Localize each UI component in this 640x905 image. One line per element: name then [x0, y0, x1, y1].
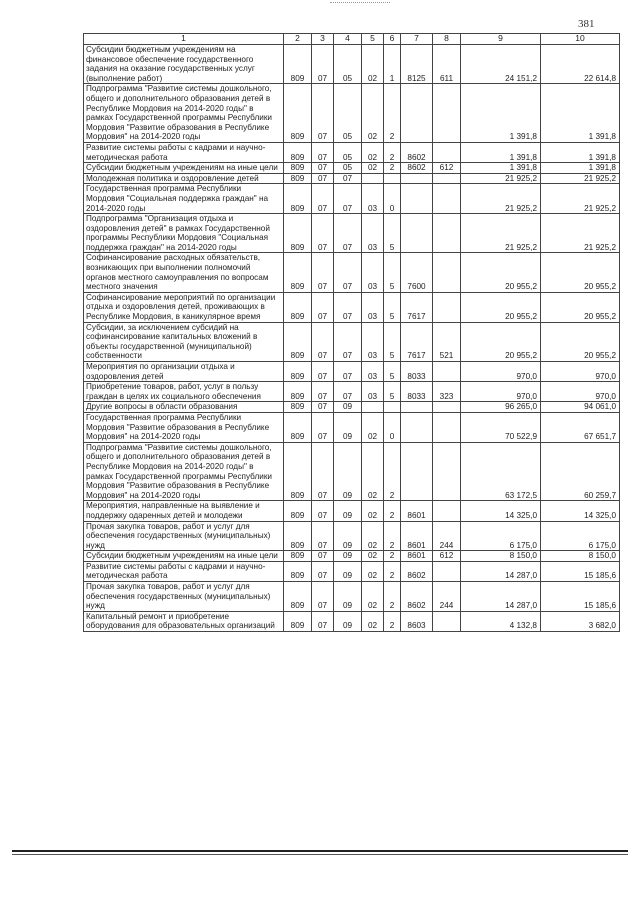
code-cell: 07 — [312, 322, 334, 361]
code-cell: 809 — [284, 442, 312, 501]
code-cell: 02 — [362, 412, 384, 442]
amount-col10-cell: 15 185,6 — [541, 582, 620, 612]
amount-col10-cell: 20 955,2 — [541, 322, 620, 361]
code-cell: 2 — [384, 582, 401, 612]
amount-col10-cell: 1 391,8 — [541, 142, 620, 162]
code-cell: 02 — [362, 45, 384, 84]
table-body — [84, 45, 620, 632]
row-name-cell: Молодежная политика и оздоровление детей — [84, 173, 284, 184]
code-cell: 07 — [334, 362, 362, 382]
scan-mark — [330, 2, 390, 9]
code-cell: 7617 — [401, 322, 433, 361]
row-name-cell: Софинансирование расходных обязательств, возникающих при выполнении полномочий органов местного самоуправления по вопросам местного значения — [84, 253, 284, 292]
row-name-cell: Мероприятия по организации отдыха и оздоровления детей — [84, 362, 284, 382]
code-cell — [433, 142, 461, 162]
code-cell — [401, 214, 433, 253]
code-cell: 05 — [334, 84, 362, 143]
code-cell — [433, 173, 461, 184]
code-cell: 02 — [362, 442, 384, 501]
code-cell: 03 — [362, 362, 384, 382]
amount-col10-cell: 60 259,7 — [541, 442, 620, 501]
code-cell: 07 — [312, 163, 334, 174]
code-cell: 8601 — [401, 521, 433, 551]
amount-col9-cell: 14 287,0 — [461, 582, 541, 612]
amount-col10-cell: 94 061,0 — [541, 402, 620, 413]
amount-col9-cell: 96 265,0 — [461, 402, 541, 413]
code-cell — [433, 253, 461, 292]
amount-col9-cell: 21 925,2 — [461, 173, 541, 184]
code-cell: 8602 — [401, 163, 433, 174]
code-cell: 07 — [312, 521, 334, 551]
amount-col10-cell: 21 925,2 — [541, 184, 620, 214]
code-cell: 05 — [334, 142, 362, 162]
amount-col9-cell: 14 287,0 — [461, 561, 541, 581]
code-cell — [433, 412, 461, 442]
code-cell: 02 — [362, 582, 384, 612]
row-name-cell: Прочая закупка товаров, работ и услуг для обеспечения государственных (муниципальных) нужд — [84, 521, 284, 551]
code-cell: 07 — [312, 442, 334, 501]
code-cell: 2 — [384, 611, 401, 631]
column-header-4: 4 — [334, 34, 362, 45]
code-cell: 323 — [433, 382, 461, 402]
code-cell: 0 — [384, 184, 401, 214]
code-cell: 03 — [362, 382, 384, 402]
code-cell — [433, 214, 461, 253]
column-header-10: 10 — [541, 34, 620, 45]
code-cell — [433, 402, 461, 413]
code-cell: 809 — [284, 382, 312, 402]
table-row — [84, 551, 620, 562]
amount-col10-cell: 970,0 — [541, 362, 620, 382]
code-cell: 809 — [284, 551, 312, 562]
amount-col10-cell: 20 955,2 — [541, 292, 620, 322]
code-cell: 2 — [384, 521, 401, 551]
code-cell: 611 — [433, 45, 461, 84]
column-header-2: 2 — [284, 34, 312, 45]
amount-col9-cell: 970,0 — [461, 362, 541, 382]
code-cell — [433, 501, 461, 521]
column-header-8: 8 — [433, 34, 461, 45]
code-cell: 07 — [312, 292, 334, 322]
column-header-9: 9 — [461, 34, 541, 45]
code-cell: 809 — [284, 214, 312, 253]
code-cell: 07 — [312, 214, 334, 253]
code-cell: 8601 — [401, 551, 433, 562]
amount-col9-cell: 970,0 — [461, 382, 541, 402]
code-cell: 809 — [284, 521, 312, 551]
table-row — [84, 142, 620, 162]
row-name-cell: Субсидии бюджетным учреждениям на финансовое обеспечение государственного задания на оказание государственных услуг (выполнение работ) — [84, 45, 284, 84]
code-cell: 2 — [384, 442, 401, 501]
column-header-5: 5 — [362, 34, 384, 45]
code-cell: 809 — [284, 322, 312, 361]
row-name-cell: Подпрограмма "Организация отдыха и оздоровления детей" в рамках Государственной программы Республики Мордовия "Социальная поддержка граждан" на 2014-2020 годы — [84, 214, 284, 253]
amount-col9-cell: 20 955,2 — [461, 322, 541, 361]
footer-rule — [12, 850, 628, 852]
amount-col9-cell: 21 925,2 — [461, 214, 541, 253]
code-cell: 8602 — [401, 561, 433, 581]
code-cell — [401, 173, 433, 184]
code-cell: 07 — [312, 173, 334, 184]
code-cell: 07 — [312, 142, 334, 162]
table-row — [84, 501, 620, 521]
amount-col10-cell: 20 955,2 — [541, 253, 620, 292]
code-cell — [433, 184, 461, 214]
column-header-6: 6 — [384, 34, 401, 45]
code-cell: 07 — [334, 184, 362, 214]
code-cell: 02 — [362, 521, 384, 551]
column-header-7: 7 — [401, 34, 433, 45]
table-row — [84, 521, 620, 551]
code-cell — [433, 442, 461, 501]
code-cell: 09 — [334, 501, 362, 521]
code-cell: 809 — [284, 582, 312, 612]
code-cell: 07 — [312, 582, 334, 612]
code-cell — [401, 402, 433, 413]
code-cell: 07 — [312, 402, 334, 413]
table-row — [84, 84, 620, 143]
row-name-cell: Субсидии бюджетным учреждениям на иные цели — [84, 163, 284, 174]
code-cell: 8602 — [401, 142, 433, 162]
code-cell: 809 — [284, 402, 312, 413]
code-cell: 0 — [384, 412, 401, 442]
code-cell — [401, 184, 433, 214]
code-cell: 07 — [312, 501, 334, 521]
code-cell: 09 — [334, 582, 362, 612]
code-cell: 02 — [362, 163, 384, 174]
row-name-cell: Развитие системы работы с кадрами и научно-методическая работа — [84, 561, 284, 581]
row-name-cell: Прочая закупка товаров, работ и услуг для обеспечения государственных (муниципальных) нужд — [84, 582, 284, 612]
code-cell: 07 — [312, 253, 334, 292]
code-cell: 07 — [312, 551, 334, 562]
row-name-cell: Мероприятия, направленные на выявление и поддержку одаренных детей и молодежи — [84, 501, 284, 521]
code-cell: 03 — [362, 253, 384, 292]
code-cell: 07 — [334, 173, 362, 184]
code-cell: 07 — [334, 322, 362, 361]
table-row — [84, 322, 620, 361]
code-cell: 8033 — [401, 362, 433, 382]
code-cell: 1 — [384, 45, 401, 84]
code-cell: 02 — [362, 84, 384, 143]
budget-table — [83, 33, 620, 632]
amount-col10-cell: 22 614,8 — [541, 45, 620, 84]
code-cell: 8603 — [401, 611, 433, 631]
code-cell: 09 — [334, 412, 362, 442]
amount-col9-cell: 1 391,8 — [461, 84, 541, 143]
code-cell: 05 — [334, 45, 362, 84]
code-cell: 02 — [362, 551, 384, 562]
amount-col10-cell: 1 391,8 — [541, 84, 620, 143]
code-cell — [433, 561, 461, 581]
amount-col10-cell: 14 325,0 — [541, 501, 620, 521]
code-cell: 521 — [433, 322, 461, 361]
table-row — [84, 184, 620, 214]
code-cell: 244 — [433, 582, 461, 612]
code-cell: 07 — [334, 253, 362, 292]
amount-col9-cell: 1 391,8 — [461, 163, 541, 174]
code-cell: 244 — [433, 521, 461, 551]
code-cell: 809 — [284, 611, 312, 631]
code-cell: 5 — [384, 253, 401, 292]
table-row — [84, 611, 620, 631]
table-row — [84, 173, 620, 184]
code-cell: 809 — [284, 184, 312, 214]
code-cell: 09 — [334, 521, 362, 551]
table-row — [84, 382, 620, 402]
row-name-cell: Субсидии, за исключением субсидий на софинансирование капитальных вложений в объекты государственной (муниципальной) собственности — [84, 322, 284, 361]
code-cell — [433, 292, 461, 322]
code-cell: 809 — [284, 142, 312, 162]
table-row — [84, 561, 620, 581]
code-cell: 09 — [334, 442, 362, 501]
code-cell: 2 — [384, 142, 401, 162]
code-cell: 02 — [362, 611, 384, 631]
code-cell: 5 — [384, 214, 401, 253]
code-cell: 03 — [362, 292, 384, 322]
amount-col9-cell: 63 172,5 — [461, 442, 541, 501]
code-cell — [433, 362, 461, 382]
code-cell: 5 — [384, 382, 401, 402]
code-cell — [401, 412, 433, 442]
code-cell: 2 — [384, 84, 401, 143]
code-cell: 07 — [312, 382, 334, 402]
code-cell: 2 — [384, 163, 401, 174]
code-cell: 07 — [312, 611, 334, 631]
page-number: 381 — [578, 18, 595, 30]
code-cell: 02 — [362, 561, 384, 581]
code-cell: 2 — [384, 501, 401, 521]
amount-col10-cell: 1 391,8 — [541, 163, 620, 174]
column-header-1: 1 — [84, 34, 284, 45]
code-cell: 809 — [284, 292, 312, 322]
amount-col10-cell: 21 925,2 — [541, 173, 620, 184]
code-cell: 07 — [312, 184, 334, 214]
table-row — [84, 362, 620, 382]
code-cell: 02 — [362, 501, 384, 521]
code-cell: 7617 — [401, 292, 433, 322]
code-cell: 8602 — [401, 582, 433, 612]
row-name-cell: Подпрограмма "Развитие системы дошкольного, общего и дополнительного образования детей в Республике Мордовия на 2014-2020 годы" в рамках Государственной программы Республики Мордовия "Развитие образования в Республике Мордовия" на 2014-2020 годы — [84, 442, 284, 501]
footer-rule-thin — [12, 854, 628, 855]
row-name-cell: Развитие системы работы с кадрами и научно-методическая работа — [84, 142, 284, 162]
amount-col10-cell: 67 651,7 — [541, 412, 620, 442]
code-cell: 809 — [284, 163, 312, 174]
table-row — [84, 292, 620, 322]
code-cell — [401, 84, 433, 143]
code-cell — [433, 84, 461, 143]
code-cell: 07 — [312, 84, 334, 143]
row-name-cell: Государственная программа Республики Мордовия "Социальная поддержка граждан" на 2014-2020 годы — [84, 184, 284, 214]
code-cell: 07 — [312, 412, 334, 442]
code-cell: 07 — [334, 382, 362, 402]
code-cell: 09 — [334, 402, 362, 413]
amount-col10-cell: 3 682,0 — [541, 611, 620, 631]
amount-col9-cell: 8 150,0 — [461, 551, 541, 562]
code-cell: 809 — [284, 173, 312, 184]
code-cell: 2 — [384, 561, 401, 581]
code-cell: 809 — [284, 45, 312, 84]
code-cell: 809 — [284, 501, 312, 521]
row-name-cell: Государственная программа Республики Мордовия "Развитие образования в Республике Мордовия" на 2014-2020 годы — [84, 412, 284, 442]
code-cell: 809 — [284, 561, 312, 581]
amount-col10-cell: 15 185,6 — [541, 561, 620, 581]
amount-col9-cell: 20 955,2 — [461, 253, 541, 292]
row-name-cell: Капитальный ремонт и приобретение оборудования для образовательных организаций — [84, 611, 284, 631]
code-cell: 2 — [384, 551, 401, 562]
amount-col9-cell: 14 325,0 — [461, 501, 541, 521]
column-header-3: 3 — [312, 34, 334, 45]
code-cell: 07 — [334, 214, 362, 253]
code-cell: 809 — [284, 84, 312, 143]
code-cell: 09 — [334, 561, 362, 581]
table-row — [84, 45, 620, 84]
code-cell — [401, 442, 433, 501]
code-cell — [362, 402, 384, 413]
table-row — [84, 412, 620, 442]
code-cell: 5 — [384, 292, 401, 322]
amount-col9-cell: 4 132,8 — [461, 611, 541, 631]
code-cell — [362, 173, 384, 184]
code-cell: 612 — [433, 551, 461, 562]
amount-col9-cell: 21 925,2 — [461, 184, 541, 214]
amount-col9-cell: 20 955,2 — [461, 292, 541, 322]
code-cell: 07 — [312, 561, 334, 581]
amount-col9-cell: 24 151,2 — [461, 45, 541, 84]
amount-col10-cell: 970,0 — [541, 382, 620, 402]
amount-col10-cell: 21 925,2 — [541, 214, 620, 253]
code-cell — [384, 402, 401, 413]
code-cell: 612 — [433, 163, 461, 174]
code-cell: 8033 — [401, 382, 433, 402]
code-cell: 05 — [334, 163, 362, 174]
code-cell: 8125 — [401, 45, 433, 84]
table-row — [84, 442, 620, 501]
table-header-row — [84, 34, 620, 45]
amount-col10-cell: 8 150,0 — [541, 551, 620, 562]
amount-col9-cell: 1 391,8 — [461, 142, 541, 162]
code-cell: 809 — [284, 412, 312, 442]
row-name-cell: Приобретение товаров, работ, услуг в пользу граждан в целях их социального обеспечения — [84, 382, 284, 402]
row-name-cell: Другие вопросы в области образования — [84, 402, 284, 413]
code-cell — [384, 173, 401, 184]
code-cell: 809 — [284, 253, 312, 292]
code-cell: 07 — [312, 45, 334, 84]
amount-col9-cell: 6 175,0 — [461, 521, 541, 551]
code-cell: 09 — [334, 611, 362, 631]
code-cell — [433, 611, 461, 631]
code-cell: 07 — [312, 362, 334, 382]
code-cell: 809 — [284, 362, 312, 382]
table-row — [84, 402, 620, 413]
code-cell: 03 — [362, 322, 384, 361]
table-row — [84, 163, 620, 174]
row-name-cell: Субсидии бюджетным учреждениям на иные цели — [84, 551, 284, 562]
code-cell: 02 — [362, 142, 384, 162]
code-cell: 07 — [334, 292, 362, 322]
code-cell: 7600 — [401, 253, 433, 292]
amount-col10-cell: 6 175,0 — [541, 521, 620, 551]
amount-col9-cell: 70 522,9 — [461, 412, 541, 442]
code-cell: 03 — [362, 214, 384, 253]
table-row — [84, 253, 620, 292]
code-cell: 03 — [362, 184, 384, 214]
code-cell: 5 — [384, 322, 401, 361]
table-row — [84, 214, 620, 253]
table-row — [84, 582, 620, 612]
code-cell: 8601 — [401, 501, 433, 521]
row-name-cell: Софинансирование мероприятий по организации отдыха и оздоровления детей, проживающих в Республике Мордовия, в каникулярное время — [84, 292, 284, 322]
row-name-cell: Подпрограмма "Развитие системы дошкольного, общего и дополнительного образования детей в Республике Мордовия на 2014-2020 годы" в рамках Государственной программы Республики Мордовия "Развитие образования в Республике Мордовия" на 2014-2020 годы — [84, 84, 284, 143]
code-cell: 09 — [334, 551, 362, 562]
code-cell: 5 — [384, 362, 401, 382]
